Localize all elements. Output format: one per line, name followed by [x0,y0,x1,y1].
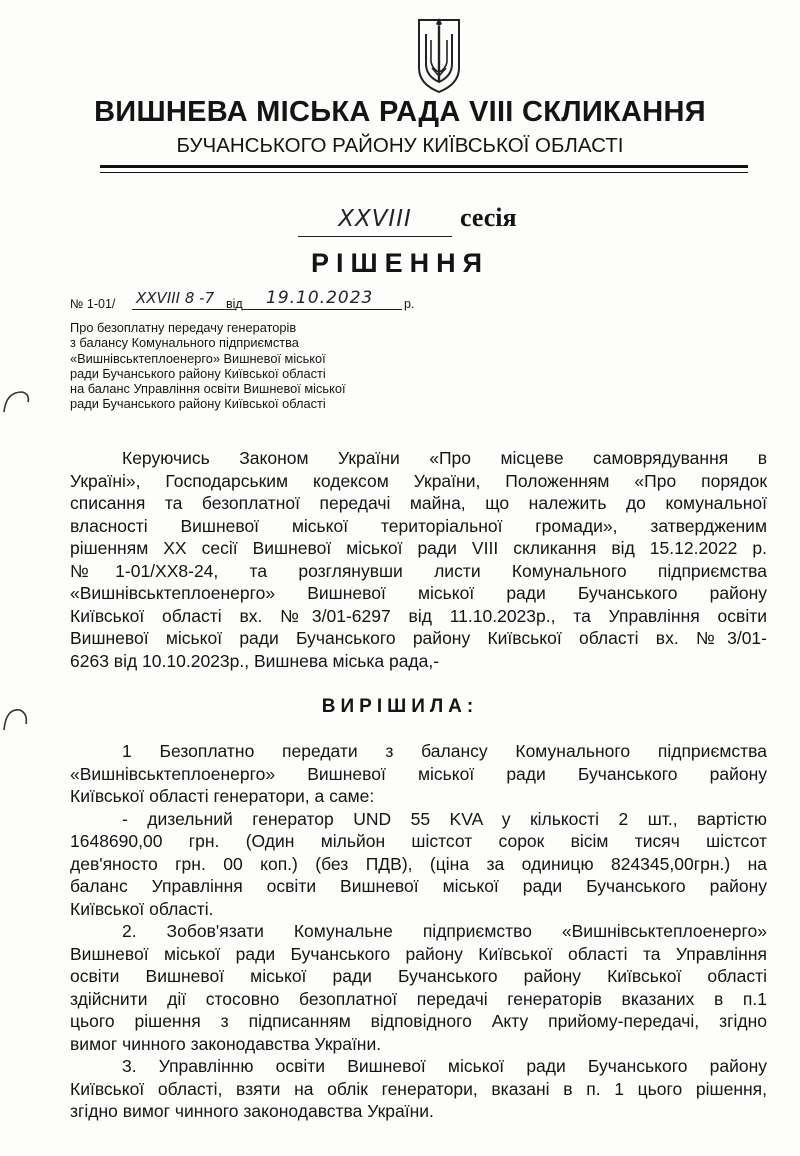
item-1-line: баланс Управління освіти Вишневої міської ради Бучанського району [70,876,767,896]
session-line [298,200,598,240]
council-district: БУЧАНСЬКОГО РАЙОНУ КИЇВСЬКОЇ ОБЛАСТІ [176,134,624,157]
item-1-line: дев'яносто грн. 00 коп.) (без ПДВ), (ціна за одиницю 824345,00грн.) на [70,853,767,874]
decision-title: РІШЕННЯ [310,248,490,278]
preamble-line: Керуючись Законом України «Про місцеве самоврядування в [122,448,767,468]
item-2-line: 2. Зобов'язати Комунальне підприємство «Вишнівськтеплоенерго» [122,921,767,941]
subject-line: ради Бучанського району Київської області [70,365,326,381]
item-1-line: 1 Безоплатно передати з балансу Комунального підприємства [122,741,767,761]
preamble-line: рішенням XX сесії Вишневої міської ради VIII скликання від 15.12.2022 р. [70,538,767,558]
item-1-line: «Вишнівськтеплоенерго» Вишневої міської ради Бучанського району [70,763,767,784]
subject-line: з балансу Комунального підприємства [70,335,299,351]
document-number-line [70,287,490,315]
subject-line: «Вишнівськтеплоенерго» Вишневої міської [70,350,326,366]
item-2-line: освіти Вишневої міської ради Бучанського району Київської області [70,966,767,986]
resolved-heading: ВИРІШИЛА: [321,696,479,717]
preamble-line: власності Вишневої міської територіальної громади», затвердженим [70,515,767,536]
decision-subject [70,320,430,412]
coat-of-arms-icon [414,10,464,96]
number-handwritten: XXVIII 8 -7 [136,289,215,307]
item-1-paragraph [70,740,767,920]
date-suffix: р. [404,297,415,311]
date-label: від [226,297,243,311]
preamble-line: 6263 від 10.10.2023р., Вишнева міська рада,- [70,650,440,671]
item-2-line: здійснити дії стосовно безоплатної передачі генераторів вказаних в п.1 [70,988,767,1009]
preamble-line: Україні», Господарським кодексом України, Положенням «Про порядок [70,470,767,491]
number-prefix: № 1-01/ [70,297,116,311]
number-field [132,291,236,310]
session-number-field [298,204,452,237]
item-2-paragraph [70,920,767,1055]
item-1-line: Київської області. [70,898,214,919]
preamble-line: списання та безоплатної передачі майна, що належить до комунальної [70,493,767,513]
session-label: сесія [460,203,517,232]
item-3-line: 3. Управлінню освіти Вишневої міської ради Бучанського району [122,1056,767,1076]
council-title: ВИШНЕВА МІСЬКА РАДА VIII СКЛИКАННЯ [94,96,706,128]
item-2-line: вимог чинного законодавства України. [70,1033,382,1054]
preamble-line: «Вишнівськтеплоенерго» Вишневої міської ради Бучанського району [70,583,767,603]
item-1-line: Київської області генератори, а саме: [70,786,375,806]
item-2-line: цього рішення з підписанням відповідного Акту прийому-передачі, згідно [70,1011,767,1031]
punch-hole-mark [0,704,34,734]
preamble-line: Вишневої міської ради Бучанського району Київської області вх. №3/01- [70,628,767,648]
subject-line: Про безоплатну передачу генераторів [70,320,297,335]
preamble-line: Київської області вх. №3/01-6297 від 11.10.2023р., та Управління освіти [70,605,767,626]
preamble-paragraph [70,447,767,672]
item-3-paragraph [70,1055,767,1123]
item-2-line: Вишневої міської ради Бучанського району Київської області та Управління [70,943,767,964]
item-1-line: 1648690,00 грн. (Один мільйон шістсот сорок вісім тисяч шістсот [70,831,767,851]
item-3-line: згідно вимог чинного законодавства України. [70,1101,434,1121]
date-handwritten: 19.10.2023 [266,288,374,308]
header-rule-thick [100,165,748,168]
punch-hole-mark [0,386,34,416]
session-number-handwritten: XXVIII [338,206,412,232]
subject-line: на баланс Управління освіти Вишневої міської [70,381,346,397]
preamble-line: №1-01/XX8-24, та розглянувши листи Комунального підприємства [70,560,767,581]
header-rule-thin [100,172,748,173]
item-1-line: - дизельний генератор UND 55 KVA у кількості 2 шт., вартістю [122,808,767,829]
date-field [242,288,402,310]
subject-line: ради Бучанського району Київської області [70,396,326,412]
item-3-line: Київської області, взяти на облік генератори, вказані в п. 1 цього рішення, [70,1078,767,1099]
